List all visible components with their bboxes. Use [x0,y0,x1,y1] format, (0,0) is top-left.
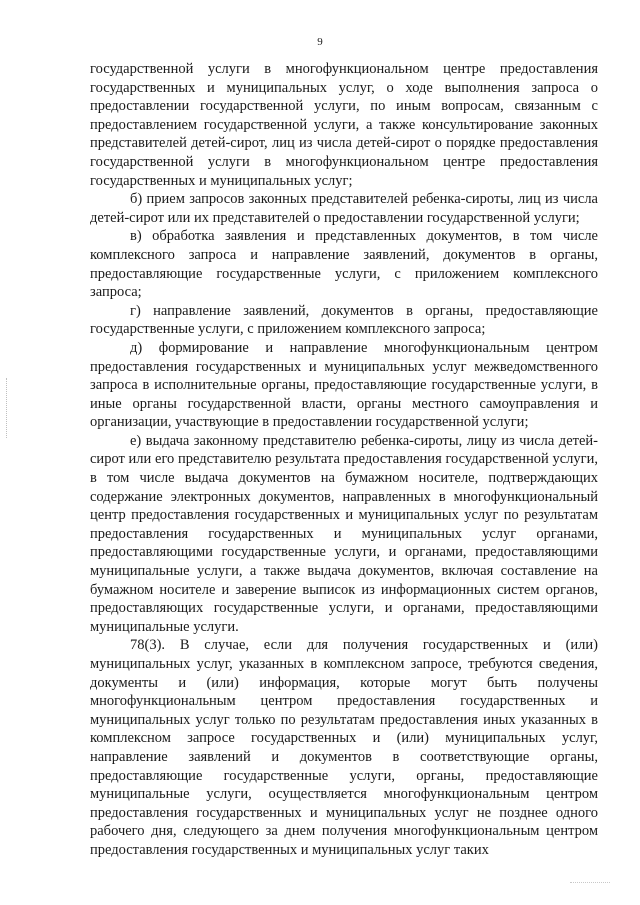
paragraph-item-e: е) выдача законному представителю ребенка-сироты, лицу из числа детей-сирот или его представителю результата предоставления государственной услуги, в том числе выдача документов на бумажном носителе, подтверждающих содержание электронных документов, направленных в многофункциональный центр предоставления государственных и муниципальных услуг по результатам предоставления государственных и муниципальных услуг органами, предоставляющими государственные услуги, и органами, предоставляющими муниципальные услуги, а также выдача документов, включая составление на бумажном носителе и заверение выписок из информационных систем органов, предоставляющих государственные услуги, и органами, предоставляющими муниципальные услуги. [90,432,598,635]
page-number: 9 [317,36,323,48]
paragraph-item-d: д) формирование и направление многофункциональным центром предоставления государственных и муниципальных услуг межведомственного запроса в исполнительные органы, предоставляющие государственные услуги, в иные органы государственной власти, органы местного самоуправления и организации, участвующие в предоставлении государственной услуги; [90,339,598,431]
scan-noise-artifact [570,882,610,887]
paragraph-item-g: г) направление заявлений, документов в органы, предоставляющие государственные услуги, с приложением комплексного запроса; [90,302,598,338]
paragraph-item-v: в) обработка заявления и представленных документов, в том числе комплексного запроса и направление заявлений, документов в органы, предоставляющие государственные услуги, с приложением комплексного запроса; [90,228,598,301]
paragraph-clause-78-3: 78(3). В случае, если для получения государственных и (или) муниципальных услуг, указанных в комплексном запросе, требуются сведения, документы и (или) информация, которые могут быть получены многофункциональным центром предоставления государственных и муниципальных услуг только по результатам предоставления иных указанных в комплексном запросе государственных и (или) муниципальных услуг, направление заявлений и документов в соответствующие органы, предоставляющие государственные услуги, органы, предоставляющие муниципальные услуги, осуществляется многофункциональным центром предоставления государственных и муниципальных услуг не позднее одного рабочего дня, следующего за днем получения многофункциональным центром предоставления государственных и муниципальных услуг таких [90,637,598,858]
paragraph-continuation: государственной услуги в многофункциональном центре предоставления государственных и муниципальных услуг, о ходе выполнения запроса о предоставлении государственной услуги, по иным вопросам, связанным с предоставлением государственной услуги, а также консультирование законных представителей детей-сирот, лиц из числа детей-сирот о порядке предоставления государственной услуги в многофункциональном центре предоставления государственных и муниципальных услуг; [90,61,598,189]
scan-margin-artifact [6,378,9,438]
document-body [90,60,598,860]
paragraph-item-b: б) прием запросов законных представителей ребенка-сироты, лиц из числа детей-сирот или их представителей о предоставлении государственной услуги; [90,191,598,226]
